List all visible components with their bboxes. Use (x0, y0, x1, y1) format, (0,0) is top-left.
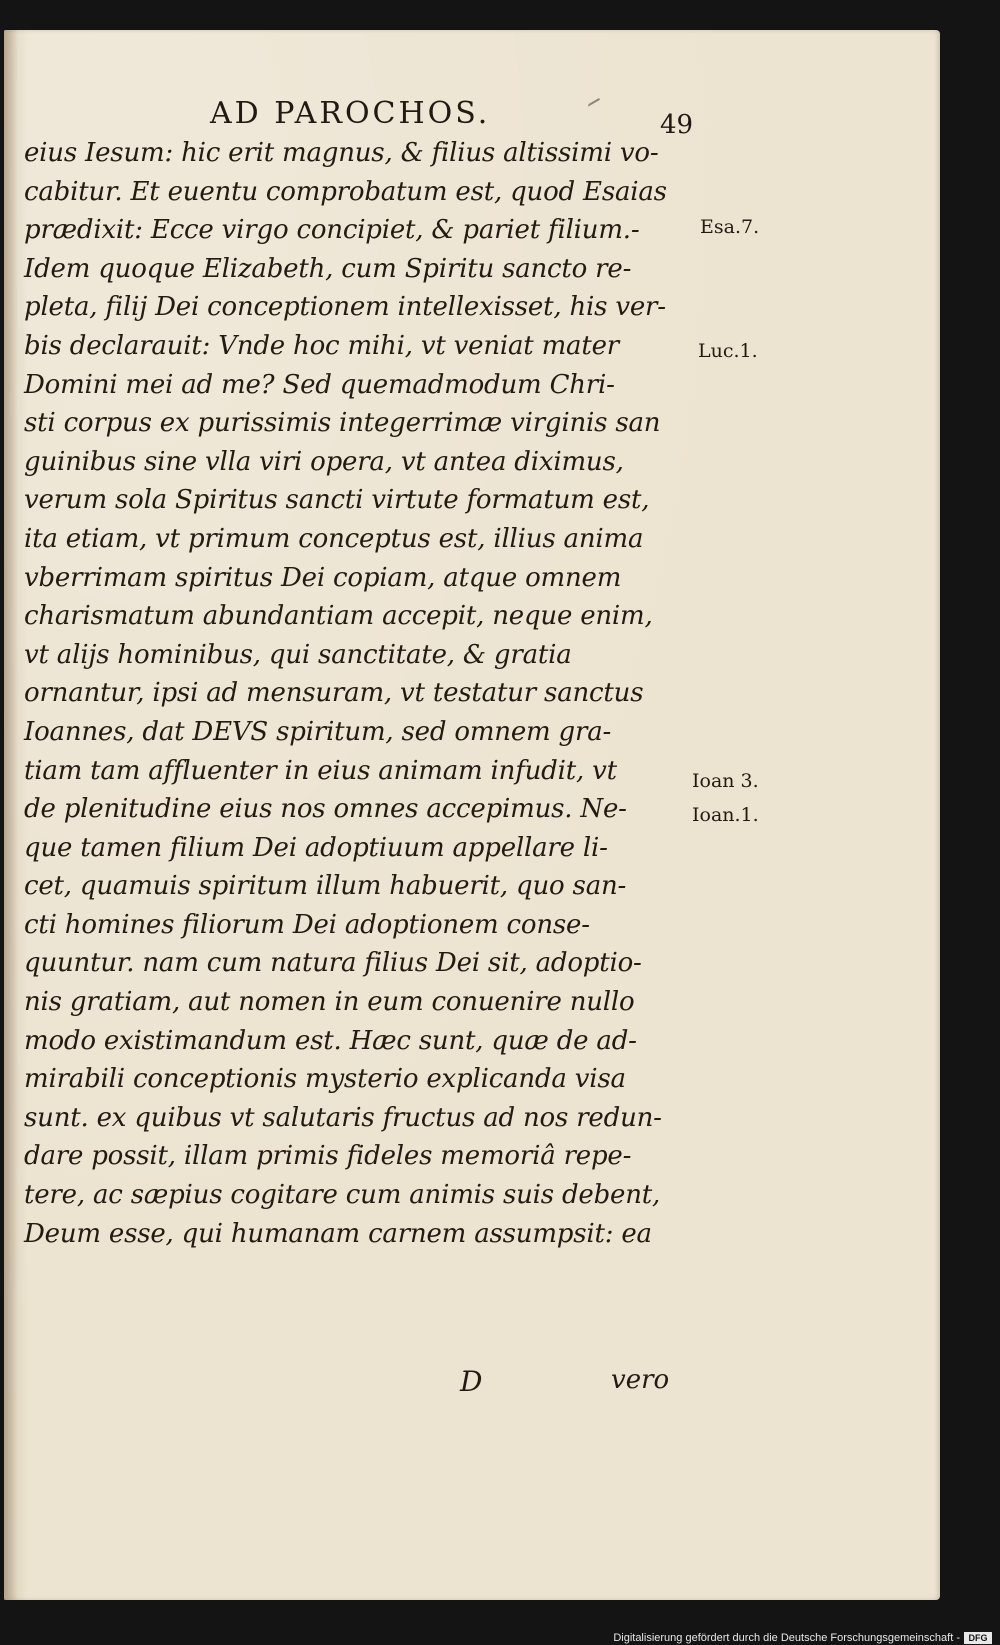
text-line: bis declarauit: Vnde hoc mihi, vt veniat mater (24, 330, 620, 361)
marginal-note-ioan-3: Ioan 3. (692, 770, 759, 792)
text-line: eius Iesum: hic erit magnus, & filius altissimi vo- (24, 138, 659, 168)
text-line: ornantur, ipsi ad mensuram, vt testatur sanctus (24, 678, 644, 709)
text-line: sti corpus ex purissimis integerrimæ virginis san (24, 408, 661, 439)
text-line: charismatum abundantiam accepit, neque enim, (24, 601, 653, 632)
text-line: mirabili conceptionis mysterio explicanda visa (24, 1064, 626, 1095)
text-line: tere, ac sæpius cogitare cum animis suis debent, (24, 1180, 661, 1211)
text-line: Domini mei ad me? Sed quemadmodum Chri- (24, 369, 615, 400)
text-line: verum sola Spiritus sancti virtute formatum est, (24, 485, 650, 516)
marginal-note-luc: Luc.1. (698, 340, 758, 362)
digitization-credit: Digitalisierung gefördert durch die Deutsche Forschungsgemeinschaft - (613, 1632, 960, 1644)
text-line: Idem quoque Elizabeth, cum Spiritu sancto re- (24, 253, 632, 284)
text-line: quuntur. nam cum natura filius Dei sit, adoptio- (24, 948, 642, 979)
page-number: 49 (660, 110, 694, 140)
page-gutter-shadow (4, 30, 18, 1600)
text-line: pleta, filij Dei conceptionem intellexisset, his ver- (24, 292, 666, 323)
pencil-mark (582, 89, 600, 106)
text-line: de plenitudine eius nos omnes accepimus. Ne- (24, 794, 627, 825)
text-line: tiam tam affluenter in eius animam infudit, vt (24, 755, 617, 786)
text-line: cet, quamuis spiritum illum habuerit, quo san- (24, 871, 627, 902)
text-line: Ioannes, dat DEVS spiritum, sed omnem gra- (24, 716, 612, 747)
body-text (24, 134, 692, 1253)
text-line: cti homines filiorum Dei adoptionem conse- (24, 909, 590, 940)
signature-mark: D (460, 1365, 483, 1398)
text-line: prædixit: Ecce virgo concipiet, & pariet filium.- (24, 215, 640, 246)
marginal-note-ioan-1: Ioan.1. (692, 804, 759, 826)
marginal-note-esa: Esa.7. (700, 216, 760, 238)
text-line: sunt. ex quibus vt salutaris fructus ad nos redun- (24, 1102, 662, 1133)
text-line: cabitur. Et euentu comprobatum est, quod Esaias (24, 176, 667, 207)
text-line: guinibus sine vlla viri opera, vt antea diximus, (24, 446, 624, 477)
dfg-logo-badge: DFG (964, 1632, 992, 1644)
text-line: vt alijs hominibus, qui sanctitate, & gratia (24, 639, 572, 670)
text-line: que tamen filium Dei adoptiuum appellare li- (24, 832, 608, 863)
catchword: vero (611, 1365, 670, 1395)
running-head: AD PAROCHOS. (210, 96, 491, 131)
text-line: modo existimandum est. Hæc sunt, quæ de ad- (24, 1025, 637, 1056)
book-page (4, 30, 940, 1600)
text-line: Deum esse, qui humanam carnem assumpsit: ea (24, 1218, 652, 1249)
text-line: nis gratiam, aut nomen in eum conuenire nullo (24, 987, 635, 1018)
text-line: ita etiam, vt primum conceptus est, illius anima (24, 523, 644, 554)
text-line: dare possit, illam primis fideles memoriâ repe- (24, 1141, 632, 1172)
text-line: vberrimam spiritus Dei copiam, atque omnem (24, 562, 622, 593)
